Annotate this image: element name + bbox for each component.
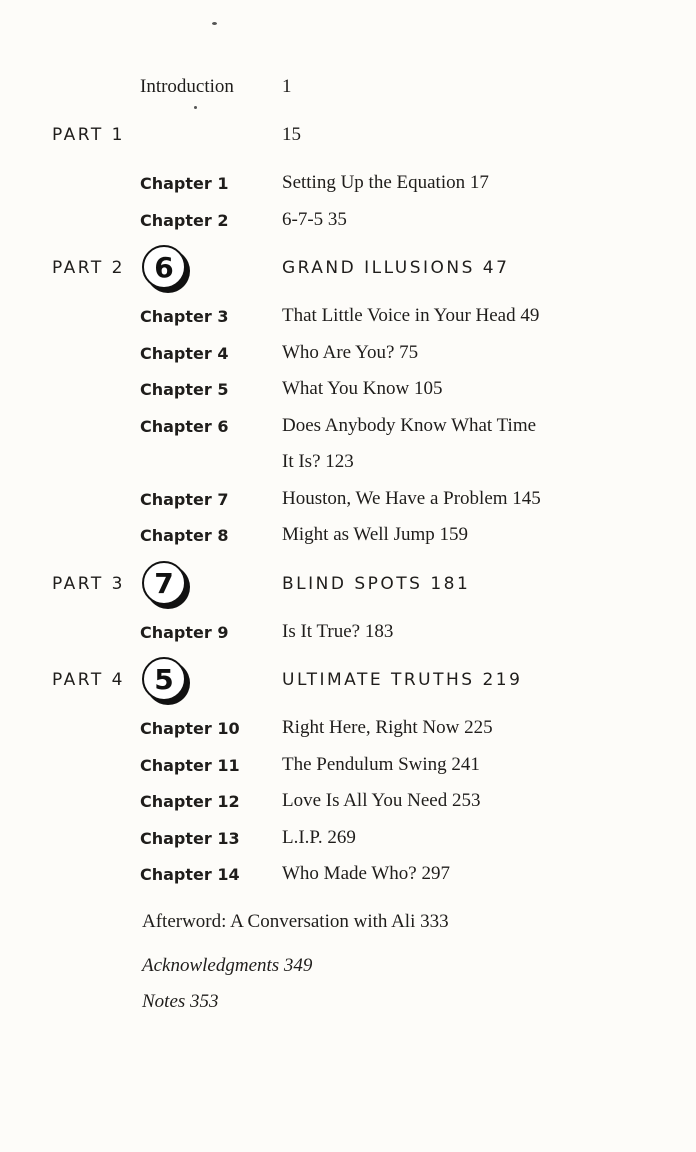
chapter-title: Right Here, Right Now 225	[282, 717, 493, 738]
chapter-title: The Pendulum Swing 241	[282, 754, 480, 775]
scan-speck	[194, 106, 197, 109]
chapter-label: Chapter 6	[140, 417, 229, 436]
chapter-label: Chapter 12	[140, 792, 240, 811]
chapter-label: Chapter 8	[140, 526, 229, 545]
toc-intro-label: Introduction	[140, 76, 234, 97]
chapter-title: Does Anybody Know What Time	[282, 415, 537, 436]
part-label: PART 2	[52, 258, 125, 278]
chapter-label: Chapter 13	[140, 829, 240, 848]
part-title: BLIND SPOTS 181	[282, 574, 471, 594]
chapter-label: Chapter 11	[140, 756, 240, 775]
chapter-label: Chapter 3	[140, 307, 229, 326]
part-label: PART 4	[52, 670, 125, 690]
part-number-badge: 5	[142, 657, 186, 701]
scan-speck	[212, 22, 217, 25]
chapter-title: Setting Up the Equation 17	[282, 172, 489, 193]
chapter-title-continued: It Is? 123	[282, 451, 354, 472]
chapter-label: Chapter 4	[140, 344, 229, 363]
chapter-title: Who Are You? 75	[282, 342, 419, 363]
part-label: PART 3	[52, 574, 125, 594]
chapter-label: Chapter 14	[140, 865, 240, 884]
chapter-title: L.I.P. 269	[282, 827, 356, 848]
chapter-title: Is It True? 183	[282, 621, 394, 642]
chapter-label: Chapter 5	[140, 380, 229, 399]
chapter-title: 6-7-5 35	[282, 209, 347, 230]
chapter-title: Who Made Who? 297	[282, 863, 450, 884]
chapter-title: Houston, We Have a Problem 145	[282, 488, 541, 509]
part-title: GRAND ILLUSIONS 47	[282, 258, 510, 278]
part-title: ULTIMATE TRUTHS 219	[282, 670, 523, 690]
afterword-entry: Afterword: A Conversation with Ali 333	[142, 911, 449, 932]
part-label: PART 1	[52, 125, 125, 145]
chapter-label: Chapter 9	[140, 623, 229, 642]
chapter-title: That Little Voice in Your Head 49	[282, 305, 540, 326]
chapter-title: Love Is All You Need 253	[282, 790, 481, 811]
notes-entry: Notes 353	[142, 991, 219, 1012]
acknowledgments-entry: Acknowledgments 349	[142, 955, 313, 976]
chapter-label: Chapter 10	[140, 719, 240, 738]
chapter-title: Might as Well Jump 159	[282, 524, 469, 545]
chapter-label: Chapter 7	[140, 490, 229, 509]
part-number-badge: 6	[142, 245, 186, 289]
part-number-badge: 7	[142, 561, 186, 605]
chapter-label: Chapter 2	[140, 211, 229, 230]
chapter-title: What You Know 105	[282, 378, 443, 399]
part-page: 15	[282, 124, 301, 145]
chapter-label: Chapter 1	[140, 174, 229, 193]
toc-intro-page: 1	[282, 76, 292, 97]
